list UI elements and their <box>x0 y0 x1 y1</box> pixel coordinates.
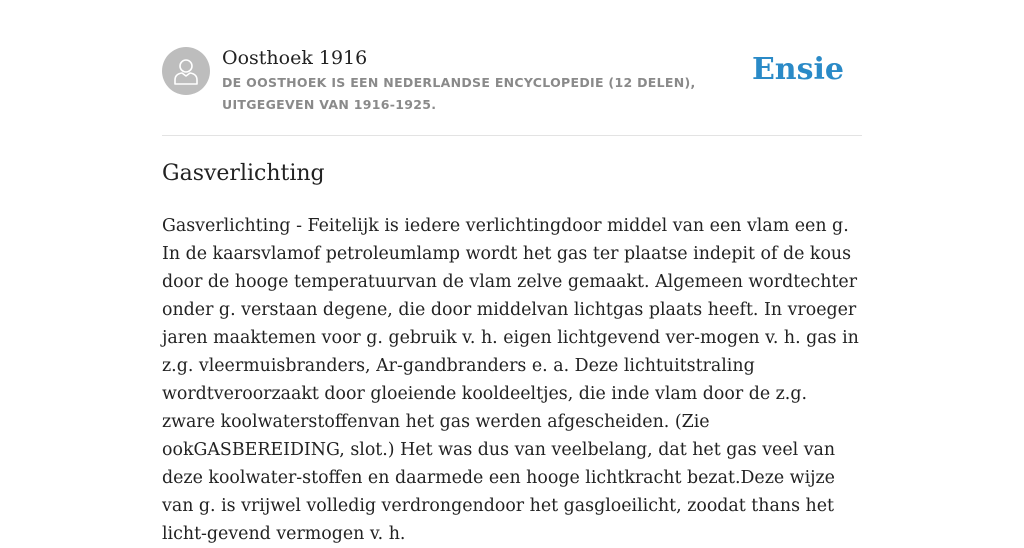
user-icon <box>172 56 200 86</box>
article-body: Gasverlichting - Feitelijk is iedere verlichtingdoor middel van een vlam een g. In de kaarsvlamof petroleumlamp wordt het gas ter plaatse indepit of de kous door de hooge temperatuurvan de vlam zelve gemaakt. Algemeen wordtechter onder g. verstaan degene, die door middelvan lichtgas plaats heeft. In vroeger jaren maaktemen voor g. gebruik v. h. eigen lichtgevend ver-mogen v. h. gas in z.g. vleermuisbranders, Ar-gandbranders e. a. Deze lichtuitstraling wordtveroorzaakt door gloeiende kooldeeltjes, die inde vlam door de z.g. zware koolwaterstoffenvan het gas werden afgescheiden. (Zie ookGASBEREIDING, slot.) Het was dus van veelbelang, dat het gas veel van deze koolwater-stoffen en daarmede een hooge lichtkracht bezat.Deze wijze van g. is vrijwel volledig verdrongendoor het gasgloeilicht, zoodat thans het licht-gevend vermogen v. h. <box>162 216 859 544</box>
article-title: Gasverlichting <box>162 161 325 186</box>
header-divider <box>162 135 862 136</box>
avatar[interactable] <box>162 47 210 95</box>
source-description: DE OOSTHOEK IS EEN NEDERLANDSE ENCYCLOPEDIE (12 DELEN), UITGEGEVEN VAN 1916-1925. <box>222 75 696 112</box>
ensie-logo[interactable]: Ensie <box>751 52 844 87</box>
source-header <box>162 44 862 134</box>
source-title[interactable]: Oosthoek 1916 <box>222 47 368 69</box>
